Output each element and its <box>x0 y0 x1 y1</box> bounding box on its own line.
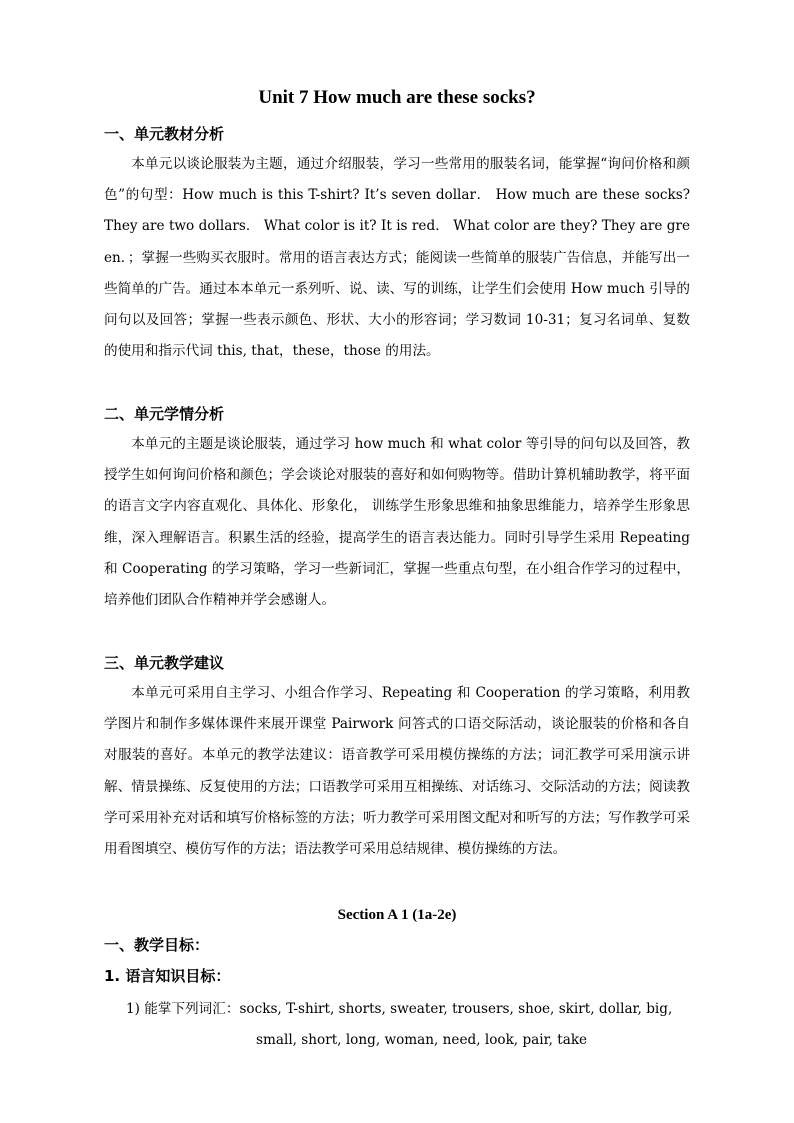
heading-teaching-objectives: 一、教学目标： <box>104 936 210 954</box>
paragraph-student-analysis: 本单元的主题是谈论服装，通过学习 how much 和 what color 等引导的问句以及回答，教授学生如何询问价格和颜色；学会谈论对服装的喜好和如何购物等。借助计算机辅助教学，将平面的语言文字内容直观化、具体化、形象化， 训练学生形象思维和抽象思维能力，培养学生形象思维，深入理解语言。积累生活的经验，提高学生的语言表达能力。同时引导学生采用 Repeating 和 Cooperating 的学习策略，学习一些新词汇，掌握一些重点句型，在小组合作学习的过程中，培养他们团队合作精神并学会感谢人。 <box>104 436 690 609</box>
paragraph-teaching-suggestions: 本单元可采用自主学习、小组合作学习、Repeating 和 Cooperation 的学习策略，利用教学图片和制作多媒体课件来展开课堂 Pairwork 问答式的口语交际活动，谈论服装的价格和各自对服装的喜好。本单元的教学法建议：语音教学可采用模仿操练的方法；词汇教学可采用演示讲解、情景操练、反复使用的方法；口语教学可采用互相操练、对话练习、交际活动的方法；阅读教学可采用补充对话和填写价格标签的方法；听力教学可采用图文配对和听写的方法；写作教学可采用看图填空、模仿写作的方法；语法教学可采用总结规律、模仿操练的方法。 <box>104 685 690 858</box>
document-title: Unit 7 How much are these socks? <box>258 87 536 108</box>
section-title: Section A 1 (1a-2e) <box>337 907 457 923</box>
vocabulary-list-item <box>126 994 690 1056</box>
vocabulary-words-line2: small, short, long, woman, need, look, pair, take <box>256 1032 588 1048</box>
heading-textbook-analysis: 一、单元教材分析 <box>104 125 225 143</box>
paragraph-textbook-analysis: 本单元以谈论服装为主题，通过介绍服装，学习一些常用的服装名词，能掌握“询问价格和颜色”的句型：How much is this T-shirt? It’s seven dollar． How much are these socks? They are two dollars． What color is it? It is red． What color are they? They are green．；掌握一些购买衣服时。常用的语言表达方式；能阅读一些简单的服装广告信息，并能写出一些简单的广告。通过本本单元一系列听、说、读、写的训练，让学生们会使用 How much 引导的问句以及回答；掌握一些表示颜色、形状、大小的形容词；学习数词 10-31；复习名词单、复数的使用和指示代词 this, that，these，those 的用法。 <box>104 156 690 360</box>
vocabulary-item-prefix: 1) 能掌下列词汇： <box>126 1001 240 1017</box>
heading-language-knowledge: 1. 语言知识目标： <box>104 967 231 985</box>
heading-student-analysis: 二、单元学情分析 <box>104 405 225 423</box>
vocabulary-words-line1: socks, T-shirt, shorts, sweater, trousers, shoe, skirt, dollar, big, <box>239 1001 673 1017</box>
heading-teaching-suggestions: 三、单元教学建议 <box>104 654 225 672</box>
